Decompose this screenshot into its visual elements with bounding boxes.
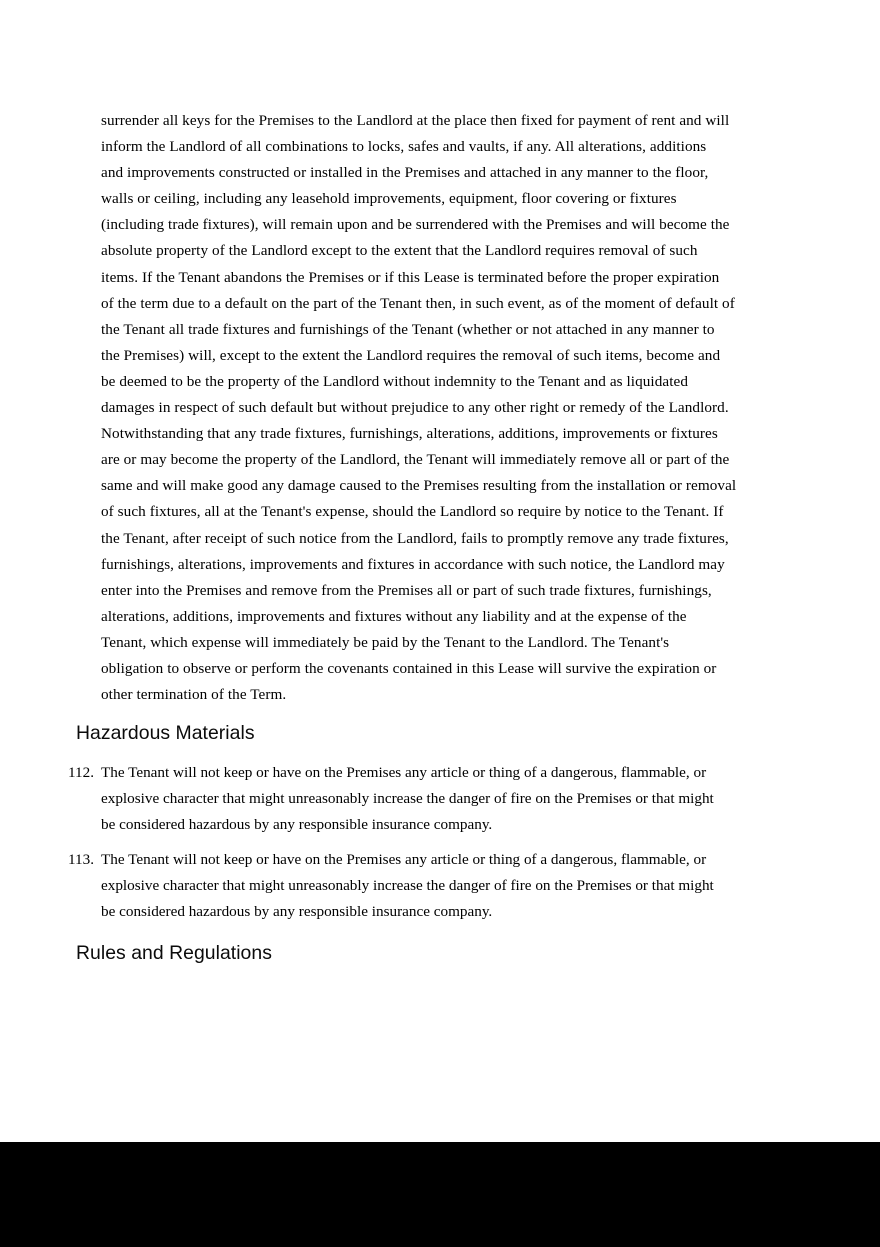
paragraph-line: (including trade fixtures), will remain upon and be surrendered with the Premises and will become the [101, 216, 730, 234]
paragraph-line: alterations, additions, improvements and fixtures without any liability and at the expense of the [101, 607, 687, 625]
clause-text [101, 760, 819, 838]
paragraph-line: inform the Landlord of all combinations to locks, safes and vaults, if any. All alterations, additions [101, 138, 707, 156]
clause-text [101, 847, 819, 925]
paragraph-line: Tenant, which expense will immediately be paid by the Tenant to the Landlord. The Tenant's [101, 633, 670, 651]
clause-list-hazardous-materials [0, 760, 880, 935]
continued-paragraph [101, 108, 819, 708]
paragraph-line: other termination of the Term. [101, 686, 287, 704]
clause-line: explosive character that might unreasonably increase the danger of fire on the Premises or that might [101, 877, 714, 895]
paragraph-line: the Tenant all trade fixtures and furnishings of the Tenant (whether or not attached in any manner to [101, 320, 715, 338]
paragraph-line: surrender all keys for the Premises to the Landlord at the place then fixed for payment of rent and will [101, 112, 730, 129]
clause-line: The Tenant will not keep or have on the Premises any article or thing of a dangerous, flammable, or [101, 764, 707, 781]
paragraph-line: the Tenant, after receipt of such notice from the Landlord, fails to promptly remove any trade fixtures, [101, 529, 729, 547]
clause-line: be considered hazardous by any responsible insurance company. [101, 816, 493, 834]
page-bottom-black-band [0, 1142, 880, 1247]
paragraph-line: Notwithstanding that any trade fixtures, furnishings, alterations, additions, improvements or fixtures [101, 425, 718, 443]
clause-line: The Tenant will not keep or have on the Premises any article or thing of a dangerous, flammable, or [101, 851, 707, 869]
paragraph-line: of the term due to a default on the part of the Tenant then, in such event, as of the moment of default of [101, 294, 735, 312]
clause-item [0, 760, 880, 838]
section-heading-rules-and-regulations: Rules and Regulations [76, 942, 272, 964]
paragraph-line: absolute property of the Landlord except to the extent that the Landlord requires removal of such [101, 242, 698, 260]
paragraph-line: furnishings, alterations, improvements and fixtures in accordance with such notice, the Landlord may [101, 555, 725, 573]
clause-line: explosive character that might unreasonably increase the danger of fire on the Premises or that might [101, 790, 714, 808]
clause-line: be considered hazardous by any responsible insurance company. [101, 903, 493, 921]
paragraph-line: the Premises) will, except to the extent the Landlord requires the removal of such items, become and [101, 346, 721, 364]
paragraph-line: same and will make good any damage caused to the Premises resulting from the installation or removal [101, 477, 737, 495]
paragraph-line: be deemed to be the property of the Landlord without indemnity to the Tenant and as liquidated [101, 372, 688, 390]
clause-number: 113. [68, 851, 95, 869]
paragraph-line: and improvements constructed or installed in the Premises and attached in any manner to the floor, [101, 164, 709, 182]
paragraph-line: walls or ceiling, including any leasehold improvements, equipment, floor covering or fixtures [101, 190, 677, 208]
paragraph-line: are or may become the property of the Landlord, the Tenant will immediately remove all or part of the [101, 451, 730, 469]
paragraph-line: of such fixtures, all at the Tenant's expense, should the Landlord so require by notice to the Tenant. If [101, 503, 724, 521]
paragraph-line: damages in respect of such default but without prejudice to any other right or remedy of the Landlord. [101, 399, 729, 417]
clause-number: 112. [68, 764, 95, 781]
paragraph-line: items. If the Tenant abandons the Premises or if this Lease is terminated before the proper expiration [101, 268, 720, 286]
clause-item [0, 847, 880, 925]
section-heading-hazardous-materials: Hazardous Materials [76, 722, 255, 744]
paragraph-line: enter into the Premises and remove from the Premises all or part of such trade fixtures, furnishings, [101, 581, 712, 599]
paragraph-line: obligation to observe or perform the covenants contained in this Lease will survive the expiration or [101, 659, 717, 677]
